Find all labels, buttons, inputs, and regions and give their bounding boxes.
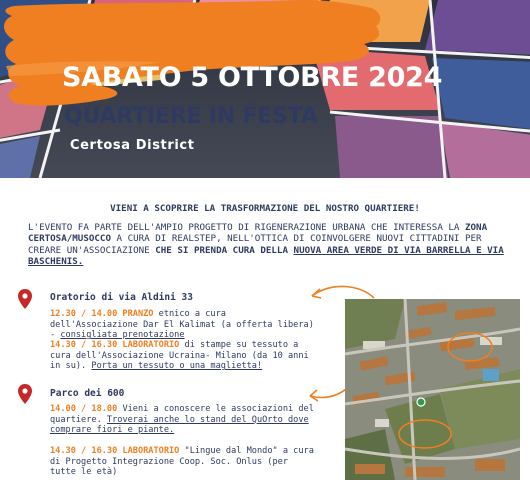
bring-fabric-note: Porta un tessuto o una maglietta! xyxy=(91,361,263,372)
intro-zone-bold: ZONA CERTOSA/MUSOCCO xyxy=(28,222,488,245)
event-time: 12.30 / 14.00 PRANZO xyxy=(50,309,154,319)
event-text: Vieni a conoscere le associazioni del quartiere. xyxy=(50,404,314,425)
location-title-parco: Parco dei 600 xyxy=(50,388,125,399)
district-subtitle: Certosa District xyxy=(70,138,195,153)
event-time: 14.30 / 16.30 LABORATORIO xyxy=(50,340,180,350)
event-lunch xyxy=(50,309,315,341)
intro-headline: VIENI A SCOPRIRE LA TRASFORMAZIONE DEL NOSTRO QUARTIERE! xyxy=(110,203,420,214)
quorto-stand-link[interactable]: Troverai anche lo stand del QuOrto dove comprare fiori e piante. xyxy=(50,414,309,436)
reservation-link[interactable]: consigliata prenotazione xyxy=(60,330,185,341)
aerial-map-image xyxy=(345,299,520,480)
intro-green-area-link: NUOVA AREA VERDE DI VIA BARRELLA E VIA BASCHENIS. xyxy=(28,244,504,268)
event-time: 14.00 / 18.00 xyxy=(50,404,118,414)
intro-text-1: L'EVENTO FA PARTE DELL'AMPIO PROGETTO DI RIGENERAZIONE URBANA CHE INTERESSA LA xyxy=(28,222,465,233)
event-date-title: SABATO 5 OTTOBRE 2024 xyxy=(62,62,443,93)
intro-care-bold: CHE SI PRENDA CURA DELLA xyxy=(155,244,294,256)
map-pin-icon xyxy=(18,289,32,309)
event-text: "Lingue dal Mondo" a cura di Progetto Integrazione Coop. Soc. Onlus (per tutte le età) xyxy=(50,446,314,478)
intro-paragraph xyxy=(28,222,508,268)
orange-brush-stroke xyxy=(0,0,386,112)
event-title: QUARTIERE IN FESTA xyxy=(64,104,318,129)
event-text: etnico a cura dell'Associazione Dar El Kalimat (a offerta libera) - xyxy=(50,309,314,341)
event-languages-workshop xyxy=(50,446,315,478)
location-title-oratorio: Oratorio di via Aldini 33 xyxy=(50,292,193,303)
event-time: 14.30 / 16.30 LABORATORIO xyxy=(50,446,180,456)
intro-text-2: A CURA DI REALSTEP, NELL'OTTICA DI COINVOLGERE NUOVI CITTADINI PER CREARE UN'ASSOCIAZIONE xyxy=(28,233,482,256)
event-print-workshop xyxy=(50,340,315,372)
event-associations xyxy=(50,404,315,436)
event-text: di stampe su tessuto a cura dell'Associazione Ucraina- Milano (da 10 anni in su). xyxy=(50,340,309,372)
map-pin-icon xyxy=(18,384,32,404)
header-photo xyxy=(0,0,530,178)
